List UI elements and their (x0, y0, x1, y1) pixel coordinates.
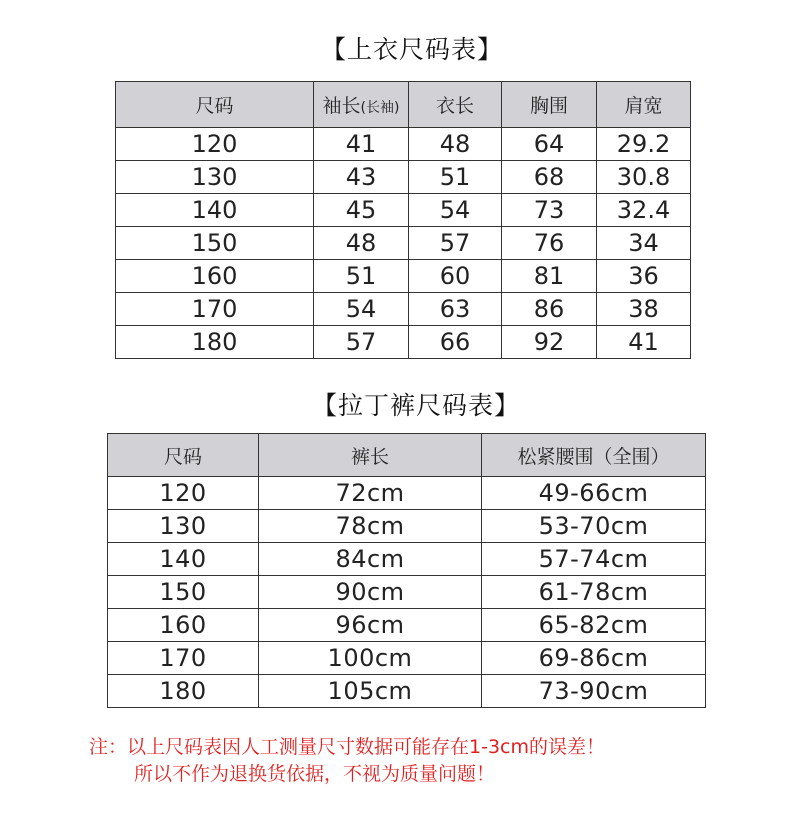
cell-size: 160 (116, 260, 314, 293)
cell-waist: 73-90cm (482, 675, 706, 708)
cell-size: 150 (108, 576, 259, 609)
table-row (116, 260, 691, 293)
header-length (409, 82, 502, 128)
table-row (116, 161, 691, 194)
cell-shoulder: 34 (597, 227, 691, 260)
cell-shoulder: 32.4 (597, 194, 691, 227)
cell-sleeve: 45 (314, 194, 409, 227)
pants-size-table (107, 433, 706, 708)
cell-length: 96cm (259, 609, 482, 642)
top-table-body (116, 128, 691, 359)
table-row (116, 128, 691, 161)
cell-shoulder: 30.8 (597, 161, 691, 194)
table-row (116, 194, 691, 227)
cell-length: 54 (409, 194, 502, 227)
table-row (108, 609, 706, 642)
cell-shoulder: 38 (597, 293, 691, 326)
header-chest (502, 82, 597, 128)
cell-length: 66 (409, 326, 502, 359)
header-sleeve-note: (长袖) (360, 100, 400, 116)
disclaimer-line-2: 所以不作为退换货依据，不视为质量问题！ (134, 763, 496, 785)
cell-waist: 57-74cm (482, 543, 706, 576)
cell-waist: 53-70cm (482, 510, 706, 543)
cell-chest: 81 (502, 260, 597, 293)
header-size-label: 尺码 (195, 95, 234, 117)
cell-length: 105cm (259, 675, 482, 708)
cell-length: 78cm (259, 510, 482, 543)
cell-waist: 65-82cm (482, 609, 706, 642)
cell-waist: 49-66cm (482, 477, 706, 510)
pants-table-body (108, 477, 706, 708)
cell-size: 170 (108, 642, 259, 675)
table-header-row (108, 434, 706, 477)
cell-chest: 68 (502, 161, 597, 194)
header-size (116, 82, 314, 128)
cell-sleeve: 54 (314, 293, 409, 326)
top-size-chart-title: 【上衣尺码表】 (321, 35, 504, 64)
pants-size-chart-title: 【拉丁裤尺码表】 (312, 391, 521, 420)
table-row (108, 543, 706, 576)
cell-sleeve: 43 (314, 161, 409, 194)
cell-sleeve: 57 (314, 326, 409, 359)
header-pants-length-label: 裤长 (350, 445, 389, 468)
table-row (116, 227, 691, 260)
cell-length: 72cm (259, 477, 482, 510)
header-shoulder-label: 肩宽 (624, 95, 663, 117)
cell-size: 170 (116, 293, 314, 326)
table-row (108, 477, 706, 510)
cell-size: 120 (116, 128, 314, 161)
cell-size: 180 (116, 326, 314, 359)
table-row (116, 293, 691, 326)
cell-size: 140 (108, 543, 259, 576)
cell-shoulder: 41 (597, 326, 691, 359)
top-size-table (115, 81, 691, 359)
cell-size: 130 (108, 510, 259, 543)
table-header-row (116, 82, 691, 128)
cell-chest: 64 (502, 128, 597, 161)
disclaimer-line-1: 注：以上尺码表因人工测量尺寸数据可能存在1-3cm的误差！ (89, 736, 605, 758)
table-row (108, 576, 706, 609)
cell-length: 90cm (259, 576, 482, 609)
header-waist (482, 434, 706, 477)
table-row (108, 510, 706, 543)
header-waist-label: 松紧腰围（全围） (517, 445, 670, 468)
cell-sleeve: 48 (314, 227, 409, 260)
cell-size: 140 (116, 194, 314, 227)
header-shoulder (597, 82, 691, 128)
cell-chest: 76 (502, 227, 597, 260)
header-size-label: 尺码 (163, 445, 202, 468)
table-row (108, 675, 706, 708)
cell-length: 63 (409, 293, 502, 326)
header-sleeve-label: 袖长 (322, 95, 361, 117)
cell-length: 84cm (259, 543, 482, 576)
cell-shoulder: 29.2 (597, 128, 691, 161)
cell-length: 51 (409, 161, 502, 194)
header-chest-label: 胸围 (529, 95, 568, 117)
cell-shoulder: 36 (597, 260, 691, 293)
cell-size: 120 (108, 477, 259, 510)
cell-sleeve: 51 (314, 260, 409, 293)
cell-size: 150 (116, 227, 314, 260)
cell-length: 100cm (259, 642, 482, 675)
cell-waist: 69-86cm (482, 642, 706, 675)
cell-sleeve: 41 (314, 128, 409, 161)
cell-length: 57 (409, 227, 502, 260)
cell-size: 180 (108, 675, 259, 708)
table-row (116, 326, 691, 359)
cell-length: 60 (409, 260, 502, 293)
cell-waist: 61-78cm (482, 576, 706, 609)
table-row (108, 642, 706, 675)
header-length-label: 衣长 (435, 95, 474, 117)
cell-chest: 73 (502, 194, 597, 227)
header-sleeve (314, 82, 409, 128)
cell-size: 130 (116, 161, 314, 194)
cell-size: 160 (108, 609, 259, 642)
header-pants-length (259, 434, 482, 477)
header-size (108, 434, 259, 477)
cell-chest: 86 (502, 293, 597, 326)
cell-chest: 92 (502, 326, 597, 359)
cell-length: 48 (409, 128, 502, 161)
